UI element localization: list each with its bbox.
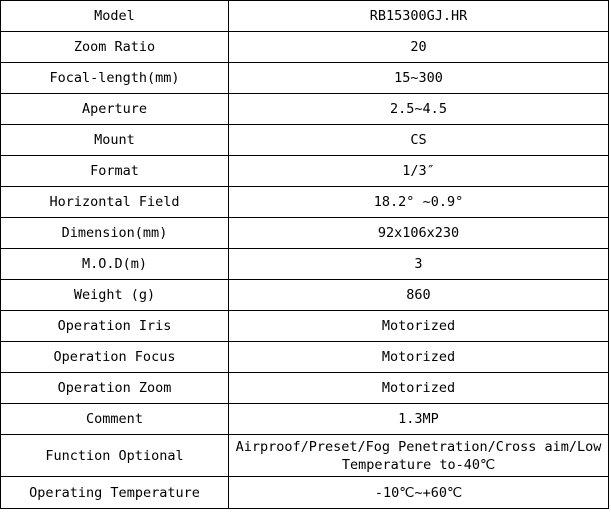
table-row-operation-iris xyxy=(1,311,609,342)
row-value: 3 xyxy=(229,249,609,280)
table-row-horizontal-field xyxy=(1,187,609,218)
table-row-mod xyxy=(1,249,609,280)
row-value: Motorized xyxy=(229,311,609,342)
table-row-comment xyxy=(1,404,609,435)
row-label: Dimension(mm) xyxy=(1,218,229,249)
table-row-mount xyxy=(1,125,609,156)
row-label: Function Optional xyxy=(1,435,229,477)
row-value: Airproof/Preset/Fog Penetration/Cross aim/Low Temperature to-40℃ xyxy=(229,435,609,477)
row-value: 2.5~4.5 xyxy=(229,94,609,125)
row-value: 18.2° ~0.9° xyxy=(229,187,609,218)
table-row-format xyxy=(1,156,609,187)
row-label: Operation Zoom xyxy=(1,373,229,404)
row-label: Format xyxy=(1,156,229,187)
spec-table-body xyxy=(1,1,609,509)
table-row-operating-temperature xyxy=(1,477,609,509)
row-label: Operation Iris xyxy=(1,311,229,342)
row-label: M.O.D(m) xyxy=(1,249,229,280)
table-row-zoom-ratio xyxy=(1,32,609,63)
row-label: Focal-length(mm) xyxy=(1,63,229,94)
row-label: Comment xyxy=(1,404,229,435)
row-value: 1/3″ xyxy=(229,156,609,187)
row-value: 92x106x230 xyxy=(229,218,609,249)
table-row-model xyxy=(1,1,609,32)
row-label: Aperture xyxy=(1,94,229,125)
row-value: Motorized xyxy=(229,373,609,404)
row-label: Zoom Ratio xyxy=(1,32,229,63)
row-label: Horizontal Field xyxy=(1,187,229,218)
row-label: Mount xyxy=(1,125,229,156)
row-value: 860 xyxy=(229,280,609,311)
row-value: 15~300 xyxy=(229,63,609,94)
table-row-weight xyxy=(1,280,609,311)
table-row-dimension xyxy=(1,218,609,249)
table-row-focal-length xyxy=(1,63,609,94)
table-row-function-optional xyxy=(1,435,609,477)
row-label: Operation Focus xyxy=(1,342,229,373)
table-row-aperture xyxy=(1,94,609,125)
row-label: Operating Temperature xyxy=(1,477,229,509)
row-value: CS xyxy=(229,125,609,156)
table-row-operation-zoom xyxy=(1,373,609,404)
row-label: Weight (g) xyxy=(1,280,229,311)
row-value: -10℃~+60℃ xyxy=(229,477,609,509)
row-value: 1.3MP xyxy=(229,404,609,435)
table-row-operation-focus xyxy=(1,342,609,373)
row-value: Motorized xyxy=(229,342,609,373)
row-value: 20 xyxy=(229,32,609,63)
row-label: Model xyxy=(1,1,229,32)
row-value: RB15300GJ.HR xyxy=(229,1,609,32)
